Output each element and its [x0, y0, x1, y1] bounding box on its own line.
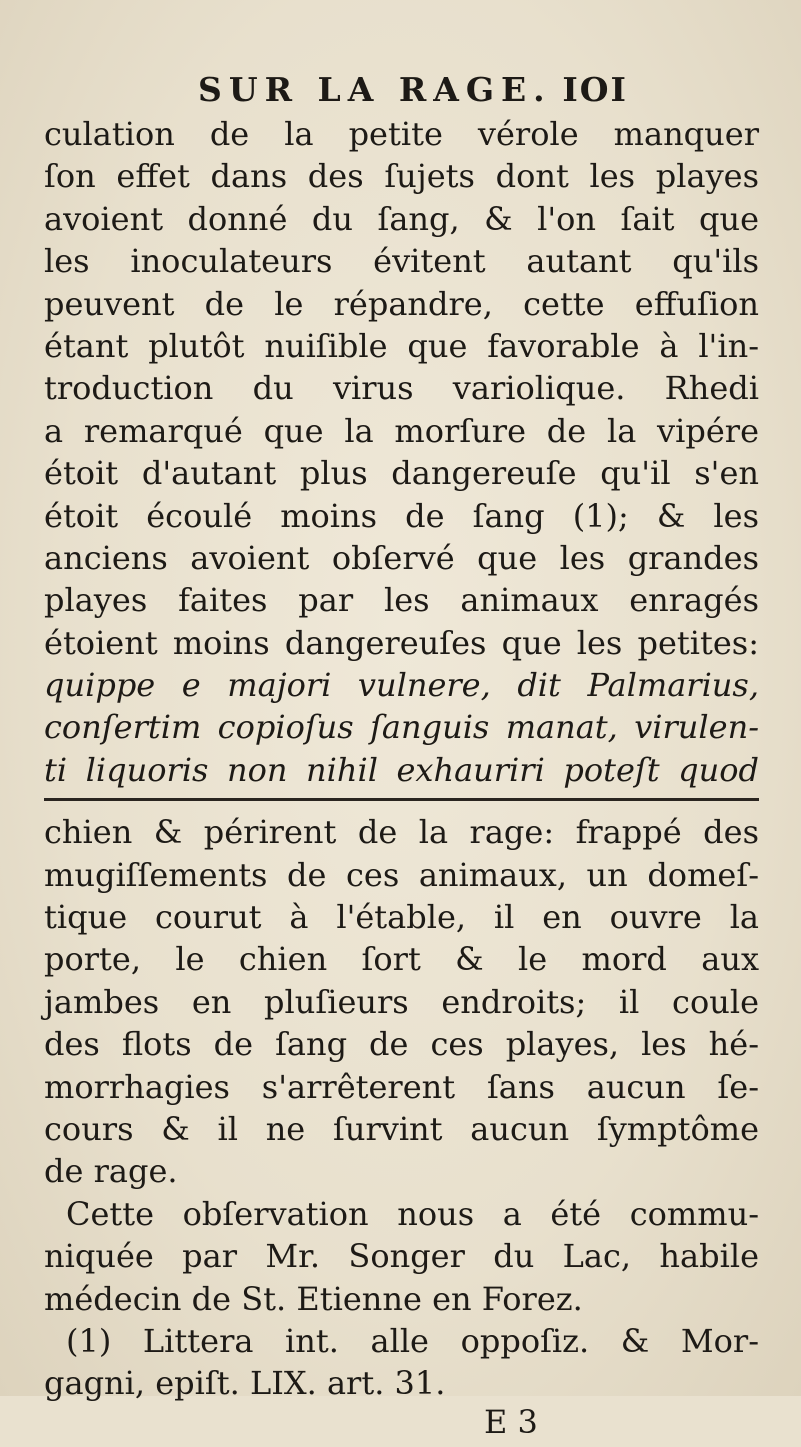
text-block	[44, 113, 759, 1447]
body-line: a remarqué que la morſure de la vipére	[44, 411, 759, 450]
body-line: troduction du virus variolique. Rhedi	[44, 369, 759, 408]
footnote-continuation-line: des flots de ſang de ces playes, les hé-	[44, 1025, 759, 1064]
body-line: anciens avoient obſervé que les grandes	[44, 538, 759, 577]
body-line: peuvent de le répandre, cette effuſion	[44, 284, 759, 323]
footnote-separator-rule	[44, 793, 759, 807]
body-line: étoit écoulé moins de ſang (1); & les	[44, 496, 759, 535]
observation-line: Cette obſervation nous a été commu-	[66, 1194, 759, 1233]
observation-line: médecin de St. Etienne en Forez.	[44, 1279, 583, 1318]
footnote-continuation-line: chien & périrent de la rage: frappé des	[44, 813, 759, 852]
latin-quote-line: quippe e majori vulnere, dit Palmarius,	[44, 666, 759, 705]
footnote-continuation-line: jambes en pluſieurs endroits; il coule	[44, 982, 759, 1021]
footnote-continuation-line: porte, le chien ſort & le mord aux	[44, 940, 759, 979]
running-head	[198, 70, 628, 110]
page-number: IOI	[562, 70, 628, 109]
latin-quote-line: conſertim copioſus ſanguis manat, virulen-	[44, 708, 759, 747]
body-line: avoient donné du ſang, & l'on ſait que	[44, 199, 759, 238]
body-line: playes faites par les animaux enragés	[44, 581, 759, 620]
body-line: ſon effet dans des ſujets dont les playes	[44, 157, 759, 196]
body-line: les inoculateurs évitent autant qu'ils	[44, 242, 759, 281]
signature-mark: E 3	[484, 1402, 538, 1441]
running-title: SUR LA RAGE.	[198, 70, 552, 109]
body-line: étant plutôt nuiſible que favorable à l'in-	[44, 326, 759, 365]
signature-row	[44, 1402, 759, 1447]
footnote-continuation-line: mugiſſements de ces animaux, un domeſ-	[44, 855, 759, 894]
footnote-continuation-line: tique courut à l'étable, il en ouvre la	[44, 898, 759, 937]
observation-line: niquée par Mr. Songer du Lac, habile	[44, 1237, 759, 1276]
footnote-line: gagni, epiſt. LIX. art. 31.	[44, 1364, 446, 1403]
body-line: étoit d'autant plus dangereuſe qu'il s'en	[44, 454, 759, 493]
latin-quote-line: ti liquoris non nihil exhauriri poteſt quod	[44, 750, 759, 789]
body-line: culation de la petite vérole manquer	[44, 115, 759, 153]
footnote-line: (1) Littera int. alle oppoſiz. & Mor-	[66, 1321, 759, 1360]
body-line: étoient moins dangereuſes que les petites:	[44, 623, 759, 662]
footnote-continuation-line: morrhagies s'arrêterent ſans aucun ſe-	[44, 1067, 759, 1106]
footnote-continuation-line: cours & il ne ſurvint aucun ſymptôme	[44, 1109, 759, 1148]
footnote-continuation-line: de rage.	[44, 1152, 178, 1191]
